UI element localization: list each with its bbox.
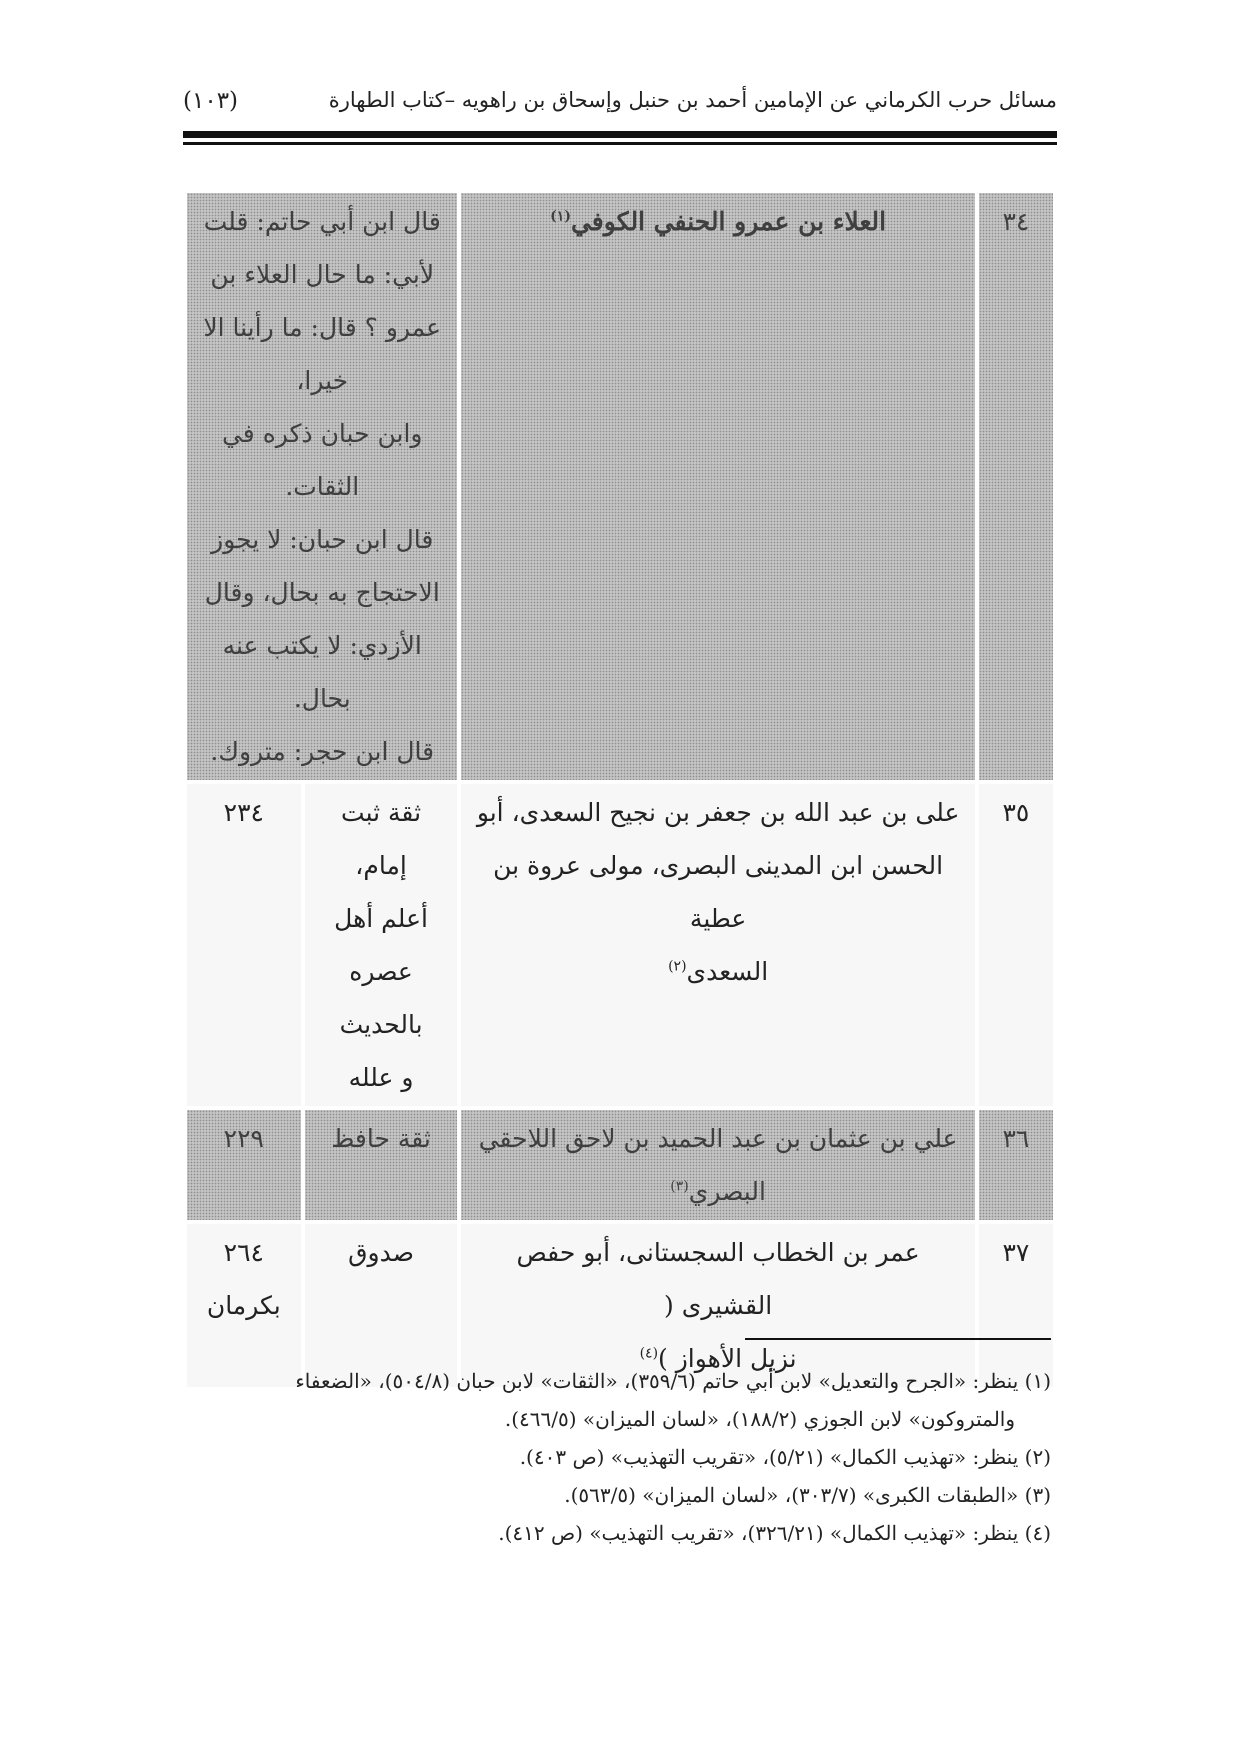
footnote-marker: (٤) <box>1024 1521 1051 1545</box>
header-rule-thick <box>183 131 1057 138</box>
header-rule-thin <box>183 142 1057 145</box>
footnote-separator <box>745 1338 1051 1340</box>
page-number: (١٠٣) <box>183 88 239 114</box>
footnote-text: ينظر: «تهذيب الكمال» (٣٢٦/٢١)، «تقريب التهذيب» (ص ٤١٢). <box>498 1521 1019 1545</box>
footnote <box>183 1438 1051 1476</box>
narrator-name: على بن عبد الله بن جعفر بن نجيح السعدى، أبو الحسن ابن المدينى البصرى، مولى عروة بن عطية السعدى$^{(٢)}$ <box>461 784 974 1106</box>
footnote <box>183 1514 1051 1552</box>
running-title: مسائل حرب الكرماني عن الإمامين أحمد بن حنبل وإسحاق بن راهويه –كتاب الطهارة <box>328 88 1057 112</box>
table-row <box>187 1110 1053 1220</box>
row-number: ٣٥ <box>979 784 1053 1106</box>
narrator-name: العلاء بن عمرو الحنفي الكوفي$^{(١)}$ <box>461 193 974 780</box>
narrator-grade: ثقة حافظ <box>305 1110 458 1220</box>
footnote-ref: (٣) <box>670 1178 689 1195</box>
narrator-death: ٢٢٩ <box>187 1110 301 1220</box>
footnote-text: «الطبقات الكبرى» (٣٠٣/٧)، «لسان الميزان» (٥٦٣/٥). <box>564 1483 1019 1507</box>
footnote-marker: (٢) <box>1024 1445 1051 1469</box>
footnote-ref: (٢) <box>668 958 687 975</box>
narrator-name: عمر بن الخطاب السجستانى، أبو حفص القشيرى ( نزيل الأهواز )$^{(٤)}$ <box>461 1224 974 1387</box>
footnote <box>183 1476 1051 1514</box>
footnote-text: والمتروكون» لابن الجوزي (١٨٨/٢)، «لسان الميزان» (٤٦٦/٥). <box>504 1407 1015 1431</box>
footnote-text: ينظر: «الجرح والتعديل» لابن أبي حاتم (٣٥٩/٦)، «الثقات» لابن حبان (٥٠٤/٨)، «الضعفاء <box>295 1369 1019 1393</box>
narrator-death: ٢٣٤ <box>187 784 301 1106</box>
footnotes <box>183 1362 1051 1552</box>
narrators-table <box>183 189 1057 1391</box>
row-number: ٣٤ <box>979 193 1053 780</box>
footnote-ref: (٤) <box>639 1345 659 1362</box>
footnote-marker: (١) <box>1024 1369 1051 1393</box>
footnote-ref: (١) <box>550 208 571 225</box>
narrator-grade: صدوق <box>305 1224 458 1387</box>
row-number: ٣٦ <box>979 1110 1053 1220</box>
row-number: ٣٧ <box>979 1224 1053 1387</box>
table-row <box>187 193 1053 780</box>
narrator-name: علي بن عثمان بن عبد الحميد بن لاحق اللاحقي البصري$^{(٣)}$ <box>461 1110 974 1220</box>
footnote-marker: (٣) <box>1024 1483 1051 1507</box>
footnote <box>183 1362 1051 1438</box>
page-header <box>183 88 1057 128</box>
footnote-text: ينظر: «تهذيب الكمال» (٥/٢١)، «تقريب التهذيب» (ص ٤٠٣). <box>519 1445 1019 1469</box>
narrator-death: ٢٦٤ بكرمان <box>187 1224 301 1387</box>
narrator-merged-grade: قال ابن أبي حاتم: قلت لأبي: ما حال العلاء بن عمرو ؟ قال: ما رأينا الا خيرا، وابن حبان ذكره في الثقات. قال ابن حبان: لا يجوز الاحتجاج به بحال، وقال الأزدي: لا يكتب عنه بحال. قال ابن حجر: متروك. <box>187 193 457 780</box>
narrator-grade: ثقة ثبت إمام، أعلم أهل عصره بالحديث و علله <box>305 784 458 1106</box>
table-row <box>187 784 1053 1106</box>
